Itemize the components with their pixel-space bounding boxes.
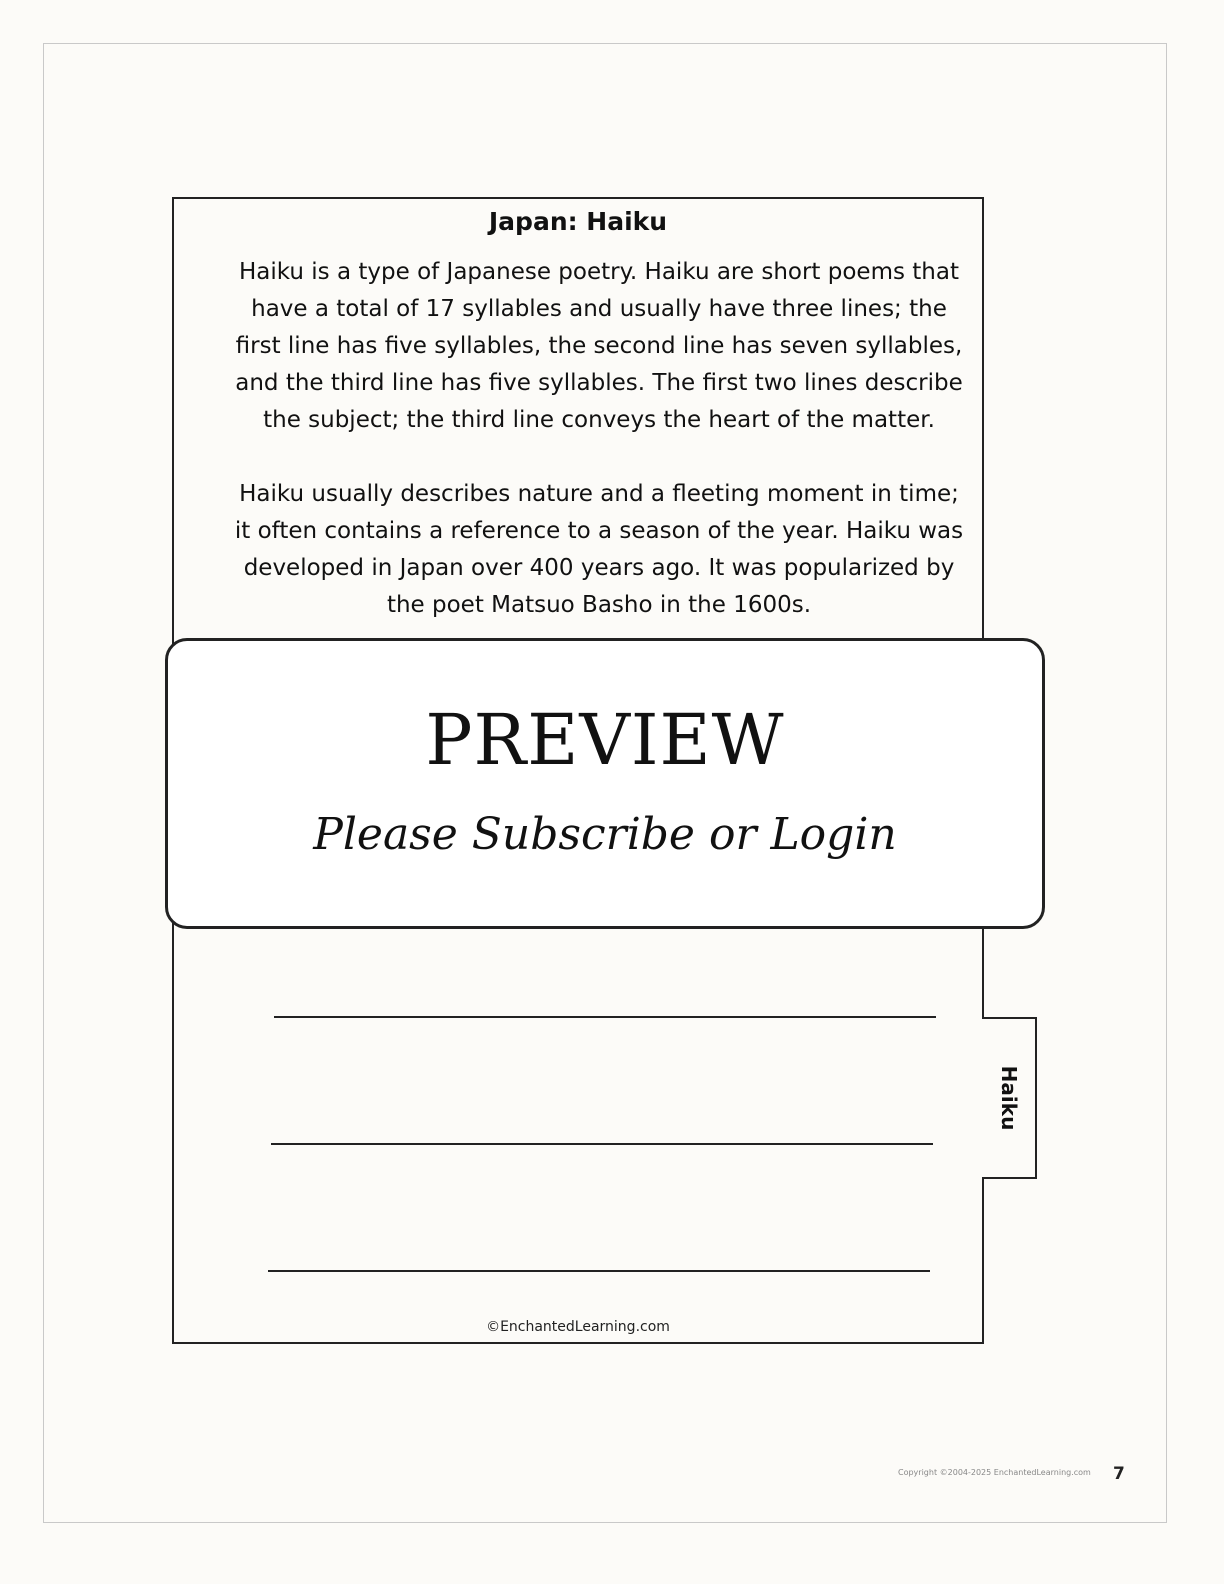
tab-label: Haiku — [996, 1065, 1021, 1131]
card-title: Japan: Haiku — [488, 207, 668, 236]
card-copyright: ©EnchantedLearning.com — [486, 1319, 670, 1335]
paragraph-history-cut: popularized by the poet Matsuo Basho in the 1600s. — [386, 555, 955, 618]
page-copyright: Copyright ©2004-2025 EnchantedLearning.com — [898, 1468, 1091, 1477]
card-body — [229, 254, 969, 661]
writing-line — [268, 1270, 930, 1272]
preview-overlay[interactable] — [165, 638, 1045, 929]
page-number: 7 — [1113, 1464, 1125, 1484]
haiku-tab — [982, 1017, 1037, 1179]
paragraph-history — [229, 476, 969, 624]
paragraph-intro: Haiku is a type of Japanese poetry. Haiku are short poems that have a total of 17 syllables and usually have three lines; the first line has five syllables, the second line has seven syllables, and the third line has five syllables. The first two lines describe the subject; the third line conveys the heart of the matter. — [235, 259, 963, 433]
writing-line — [274, 1016, 936, 1018]
writing-line — [271, 1143, 933, 1145]
preview-title: PREVIEW — [425, 699, 785, 781]
subscribe-login-link[interactable]: Please Subscribe or Login — [313, 809, 897, 860]
paragraph-history-text: Haiku usually describes nature and a fleeting moment in time; it often contains a reference to a season of the year. Haiku was developed in Japan over 400 years ago. It was — [234, 481, 964, 581]
